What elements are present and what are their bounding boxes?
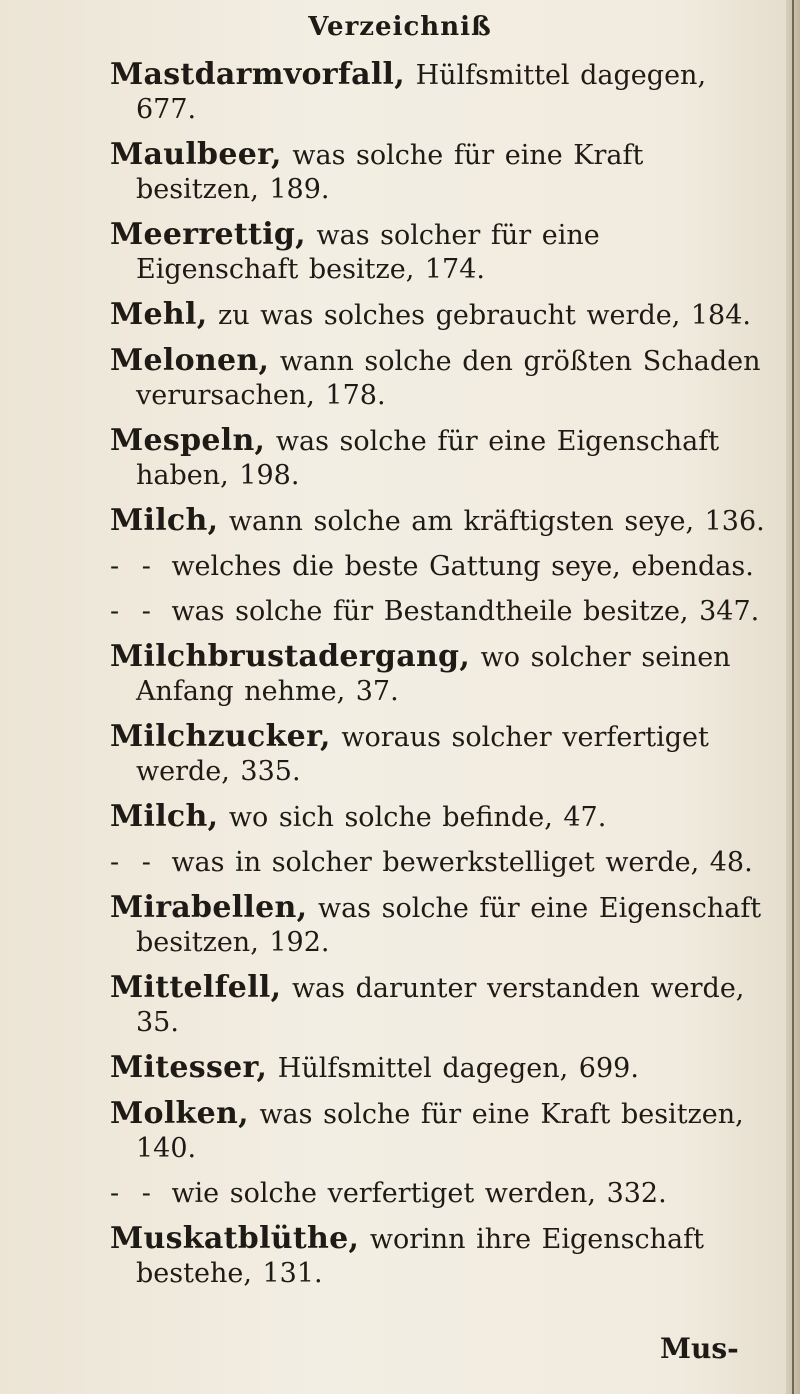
entry-headword: Mittelfell,	[110, 970, 282, 1005]
index-entry	[110, 800, 770, 835]
entry-text: wann solche am kräftigsten seye, 136.	[228, 506, 765, 537]
entry-headword: Muskatblüthe,	[110, 1221, 360, 1256]
entry-headword: Milchbrustadergang,	[110, 639, 471, 674]
entry-headword: Melonen,	[110, 343, 270, 378]
entry-text: wo sich solche befinde, 47.	[228, 802, 607, 833]
index-entry	[110, 218, 770, 287]
entry-text: was solche für eine Kraft besitzen, 140.	[136, 1099, 744, 1164]
entry-text: was solche für eine Eigenschaft besitzen, 192.	[136, 893, 762, 958]
index-entry	[110, 595, 770, 629]
index-entry	[110, 138, 770, 207]
index-list	[110, 58, 770, 1302]
entry-text: was solche für Bestandtheile besitze, 347.	[171, 596, 760, 627]
entry-headword: Maulbeer,	[110, 137, 282, 172]
entry-text: welches die beste Gattung seye, ebendas.	[171, 551, 754, 582]
entry-text: zu was solches gebraucht werde, 184.	[218, 300, 751, 331]
entry-headword: Milch,	[110, 503, 219, 538]
entry-repeat-dash: - -	[110, 847, 157, 878]
index-entry	[110, 1097, 770, 1166]
index-entry	[110, 550, 770, 584]
index-entry	[110, 1222, 770, 1291]
entry-headword: Meerrettig,	[110, 217, 306, 252]
entry-text: wo solcher seinen Anfang nehme, 37.	[136, 642, 731, 707]
index-entry	[110, 424, 770, 493]
index-entry	[110, 846, 770, 880]
entry-text: was in solcher bewerkstelliget werde, 48.	[171, 847, 753, 878]
entry-headword: Mehl,	[110, 297, 208, 332]
entry-repeat-dash: - -	[110, 1178, 157, 1209]
index-entry	[110, 720, 770, 789]
index-entry	[110, 344, 770, 413]
index-entry	[110, 298, 770, 333]
entry-headword: Milch,	[110, 799, 219, 834]
page-header: Verzeichniß	[308, 12, 492, 42]
entry-headword: Molken,	[110, 1096, 249, 1131]
index-entry	[110, 58, 770, 127]
entry-text: woraus solcher verfertiget werde, 335.	[136, 722, 709, 787]
entry-text: wann solche den größten Schaden verursachen, 178.	[136, 346, 761, 411]
entry-headword: Mastdarmvorfall,	[110, 57, 405, 92]
entry-text: Hülfsmittel dagegen, 699.	[277, 1053, 639, 1084]
entry-text: was solche für eine Eigenschaft haben, 198.	[136, 426, 720, 491]
entry-headword: Mirabellen,	[110, 890, 308, 925]
entry-headword: Milchzucker,	[110, 719, 331, 754]
index-entry	[110, 640, 770, 709]
entry-text: was darunter verstanden werde, 35.	[136, 973, 745, 1038]
entry-text: was solche für eine Kraft besitzen, 189.	[136, 140, 644, 205]
catchword: Mus-	[660, 1332, 739, 1365]
entry-text: worinn ihre Eigenschaft bestehe, 131.	[136, 1224, 704, 1289]
index-entry	[110, 971, 770, 1040]
index-entry	[110, 1177, 770, 1211]
index-entry	[110, 504, 770, 539]
entry-text: Hülfsmittel dagegen, 677.	[136, 60, 707, 125]
entry-text: wie solche verfertiget werden, 332.	[171, 1178, 667, 1209]
index-entry	[110, 1051, 770, 1086]
entry-headword: Mitesser,	[110, 1050, 268, 1085]
page-edge-line	[792, 0, 794, 1394]
entry-repeat-dash: - -	[110, 596, 157, 627]
entry-repeat-dash: - -	[110, 551, 157, 582]
entry-headword: Mespeln,	[110, 423, 266, 458]
entry-text: was solcher für eine Eigenschaft besitze, 174.	[136, 220, 600, 285]
index-entry	[110, 891, 770, 960]
